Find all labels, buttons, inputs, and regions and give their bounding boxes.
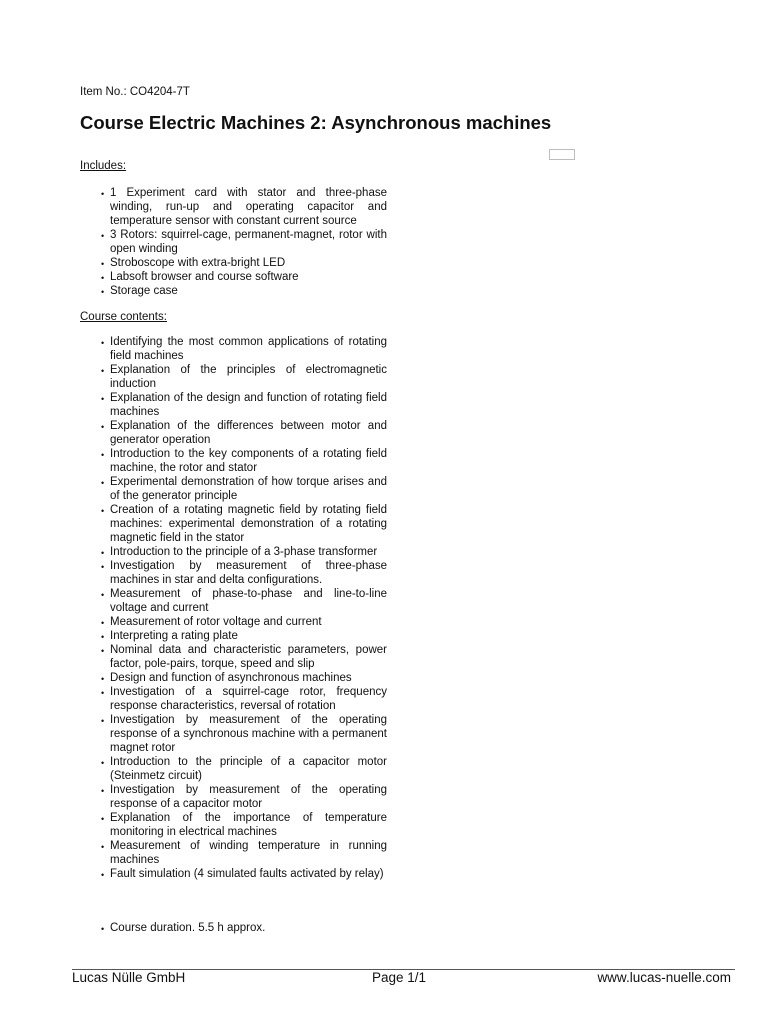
list-item: • Nominal data and characteristic parameters, power factor, pole-pairs, torque, speed and slip — [110, 643, 387, 671]
image-placeholder — [549, 149, 575, 160]
footer-website-link[interactable]: www.lucas-nuelle.com — [597, 970, 731, 985]
list-item: • Fault simulation (4 simulated faults activated by relay) — [110, 867, 387, 881]
list-item: • Introduction to the key components of a rotating field machine, the rotor and stator — [110, 447, 387, 475]
list-item: • 1 Experiment card with stator and three-phase winding, run-up and operating capacitor and temperature sensor with constant current source — [110, 186, 387, 228]
list-item: • Investigation by measurement of the operating response of a capacitor motor — [110, 783, 387, 811]
list-item: • 3 Rotors: squirrel-cage, permanent-magnet, rotor with open winding — [110, 228, 387, 256]
list-item: • Storage case — [110, 284, 387, 298]
list-item: • Creation of a rotating magnetic field by rotating field machines: experimental demonstration of a rotating magnetic field in the stator — [110, 503, 387, 545]
document-title: Course Electric Machines 2: Asynchronous machines — [80, 112, 552, 133]
course-contents-heading: Course contents: — [80, 311, 167, 323]
list-item: • Explanation of the principles of electromagnetic induction — [110, 363, 387, 391]
list-item: • Measurement of phase-to-phase and line-to-line voltage and current — [110, 587, 387, 615]
list-item: • Explanation of the importance of temperature monitoring in electrical machines — [110, 811, 387, 839]
list-item: • Design and function of asynchronous machines — [110, 671, 387, 685]
list-item: • Experimental demonstration of how torque arises and of the generator principle — [110, 475, 387, 503]
duration-list — [110, 921, 387, 935]
item-number: Item No.: CO4204-7T — [80, 86, 190, 98]
course-duration: • Course duration. 5.5 h approx. — [110, 921, 387, 935]
includes-heading: Includes: — [80, 160, 127, 172]
course-contents-list — [110, 335, 387, 881]
list-item: • Stroboscope with extra-bright LED — [110, 256, 387, 270]
list-item: • Investigation by measurement of three-phase machines in star and delta configurations. — [110, 559, 387, 587]
list-item: • Labsoft browser and course software — [110, 270, 387, 284]
list-item: • Interpreting a rating plate — [110, 629, 387, 643]
list-item: • Measurement of winding temperature in running machines — [110, 839, 387, 867]
footer-company: Lucas Nülle GmbH — [72, 970, 186, 985]
list-item: • Explanation of the design and function of rotating field machines — [110, 391, 387, 419]
includes-list — [110, 186, 387, 298]
list-item: • Identifying the most common applications of rotating field machines — [110, 335, 387, 363]
list-item: • Introduction to the principle of a 3-phase transformer — [110, 545, 387, 559]
list-item: • Explanation of the differences between motor and generator operation — [110, 419, 387, 447]
list-item: • Introduction to the principle of a capacitor motor (Steinmetz circuit) — [110, 755, 387, 783]
list-item: • Measurement of rotor voltage and current — [110, 615, 387, 629]
list-item: • Investigation of a squirrel-cage rotor, frequency response characteristics, reversal of rotation — [110, 685, 387, 713]
list-item: • Investigation by measurement of the operating response of a synchronous machine with a permanent magnet rotor — [110, 713, 387, 755]
footer-page-number: Page 1/1 — [372, 970, 427, 985]
